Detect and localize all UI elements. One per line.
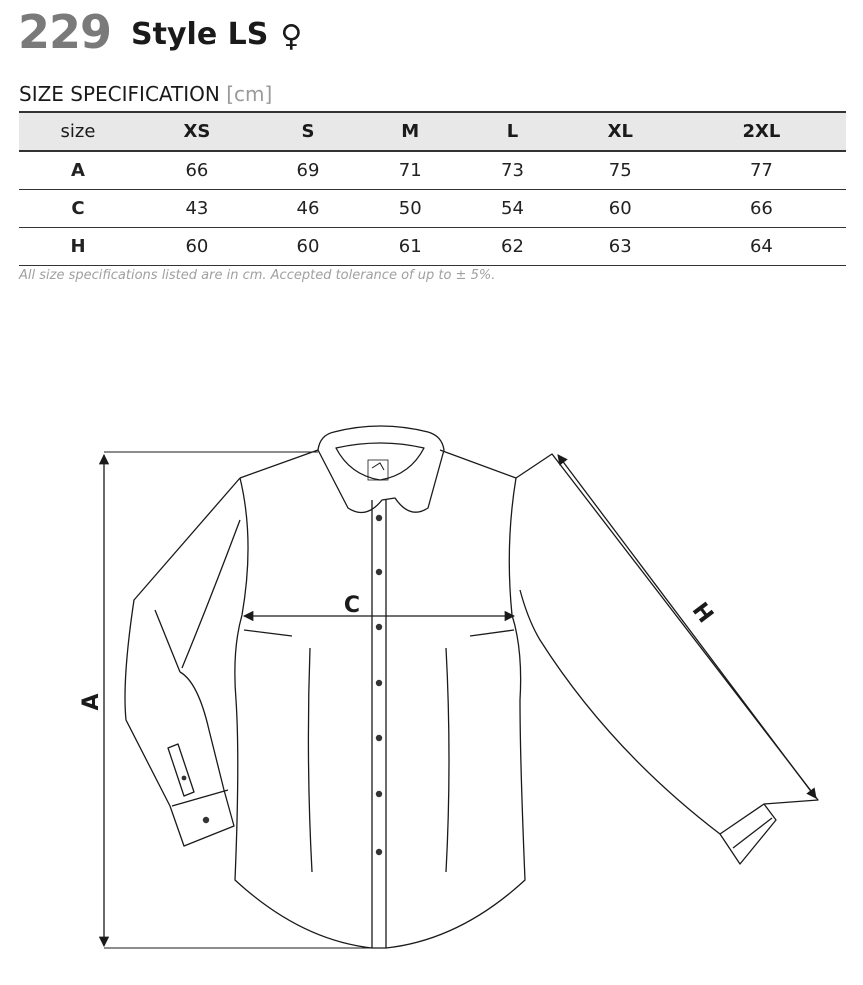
- table-cell: 63: [608, 236, 632, 257]
- measure-lines: [104, 452, 816, 948]
- tolerance-note: All size specifications listed are in cm. Accepted tolerance of up to ± 5%.: [19, 268, 496, 283]
- style-name: Style LS: [131, 17, 269, 52]
- table-cell: 54: [501, 198, 524, 219]
- table-cell: 50: [398, 198, 422, 219]
- table-cell: 60: [608, 198, 632, 219]
- column-header: M: [401, 121, 420, 142]
- row-label: H: [70, 236, 86, 257]
- shirt-outline: [125, 426, 818, 948]
- row-label: C: [71, 198, 85, 219]
- column-header: S: [301, 121, 315, 142]
- button-dots: [182, 515, 383, 855]
- dimension-h-label: H: [686, 598, 718, 628]
- column-header: XL: [607, 121, 633, 142]
- table-cell: 62: [501, 236, 524, 257]
- size-spec-unit: [cm]: [226, 82, 273, 106]
- product-header: [18, 0, 302, 60]
- table-cell: 60: [296, 236, 320, 257]
- product-code: 229: [18, 5, 112, 59]
- table-cell: 71: [398, 160, 422, 181]
- table-cell: 60: [185, 236, 209, 257]
- label-tag: [368, 460, 388, 480]
- size-table: [19, 111, 846, 266]
- size-table-header-row: [19, 112, 846, 151]
- table-row: [19, 151, 846, 190]
- shirt-diagram: [0, 380, 863, 980]
- table-row: [19, 190, 846, 228]
- dimension-h-line: [558, 455, 816, 798]
- table-cell: 66: [749, 198, 773, 219]
- column-header: 2XL: [742, 121, 781, 142]
- size-spec-title: [19, 82, 272, 106]
- table-cell: 69: [296, 160, 320, 181]
- table-cell: 46: [296, 198, 320, 219]
- table-cell: 75: [608, 160, 632, 181]
- column-header: size: [60, 121, 96, 142]
- table-cell: 43: [185, 198, 209, 219]
- column-header: L: [506, 121, 519, 142]
- size-spec-title-text: SIZE SPECIFICATION: [19, 82, 220, 106]
- dimension-c-label: C: [343, 593, 361, 618]
- female-symbol-icon: ♀: [280, 19, 303, 54]
- table-cell: 73: [501, 160, 524, 181]
- table-cell: 64: [749, 236, 773, 257]
- dimension-a-label: A: [79, 693, 104, 711]
- table-cell: 61: [398, 236, 422, 257]
- table-row: [19, 228, 846, 266]
- table-cell: 77: [749, 160, 773, 181]
- column-header: XS: [183, 121, 211, 142]
- row-label: A: [71, 160, 85, 181]
- table-cell: 66: [185, 160, 209, 181]
